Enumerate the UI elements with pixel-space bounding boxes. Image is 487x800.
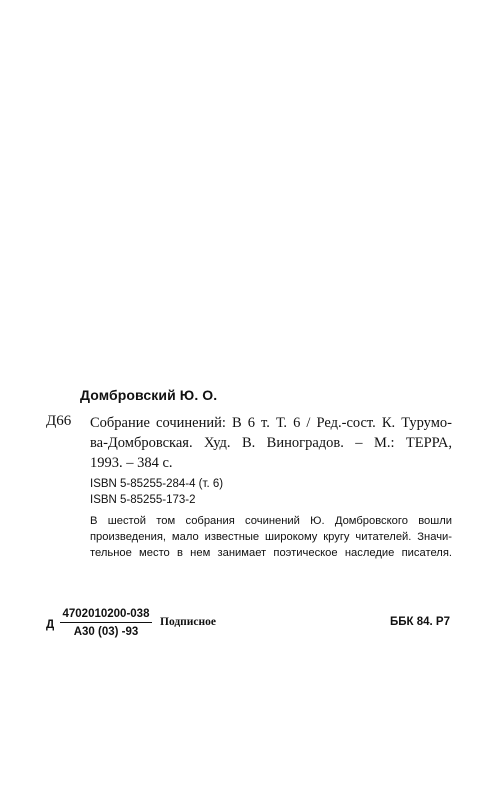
- index-fraction: [60, 608, 152, 638]
- description-line: Собрание сочинений: В 6 т. Т. 6 / Ред.-сост. К. Турумо-: [90, 415, 452, 431]
- isbn-line: ISBN 5-85255-173-2: [90, 494, 196, 506]
- imprint-footer: [46, 608, 450, 648]
- index-denominator: А30 (03) -93: [73, 626, 139, 638]
- isbn-line: ISBN 5-85255-284-4 (т. 6): [90, 478, 224, 490]
- annotation-line: В шестой том собрания сочинений Ю. Домбровского вошли: [90, 515, 452, 527]
- annotation-line: произведения, мало известные широкому кругу читателей. Значи-: [90, 531, 452, 543]
- index-numerator: 4702010200-038: [60, 608, 152, 623]
- description-line: 1993. – 384 с.: [90, 455, 173, 471]
- isbn-block: [90, 476, 223, 508]
- annotation-line: тельное место в нем занимает поэтическое наследие писателя.: [90, 547, 452, 559]
- description-line: ва-Домбровская. Худ. В. Виноградов. – М.: ТЕРРА,: [90, 435, 452, 451]
- bibliographic-description: [90, 413, 452, 473]
- author-heading: Домбровский Ю. О.: [80, 387, 218, 403]
- subscription-label: Подписное: [160, 616, 217, 628]
- annotation: [90, 513, 452, 561]
- index-letter: Д: [46, 619, 55, 631]
- catalog-code: Д66: [46, 413, 72, 429]
- bbk-code: ББК 84. Р7: [390, 616, 450, 628]
